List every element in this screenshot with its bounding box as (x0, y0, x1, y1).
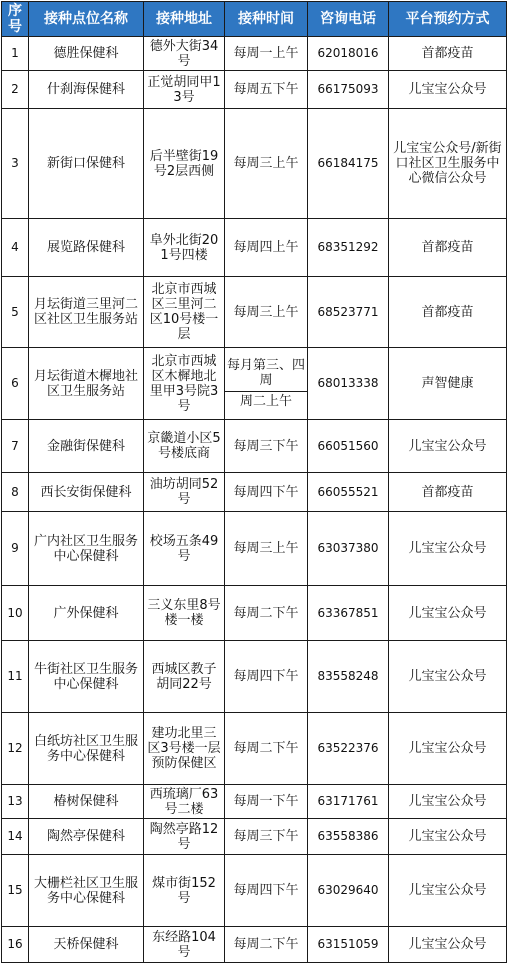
row-time: 每周三下午 (225, 819, 308, 855)
row-name: 金融街保健科 (29, 420, 144, 473)
row-phone: 66055521 (308, 473, 389, 512)
row-phone: 66184175 (308, 109, 389, 219)
row-platform: 首都疫苗 (389, 473, 507, 512)
row-seq: 5 (2, 277, 29, 348)
row-seq: 14 (2, 819, 29, 855)
row-phone: 63558386 (308, 819, 389, 855)
row-time: 每周四下午 (225, 641, 308, 713)
header-time: 接种时间 (225, 2, 308, 37)
row-time: 每周一上午 (225, 37, 308, 71)
row-seq: 15 (2, 855, 29, 927)
row-name: 展览路保健科 (29, 219, 144, 277)
row-platform: 儿宝宝公众号 (389, 855, 507, 927)
row-address: 后半壁街19号2层西侧 (144, 109, 225, 219)
row-time: 每周三上午 (225, 512, 308, 586)
row-name: 西长安街保健科 (29, 473, 144, 512)
row-address: 正觉胡同甲13号 (144, 71, 225, 109)
row-platform: 首都疫苗 (389, 37, 507, 71)
row-phone: 68013338 (308, 348, 389, 420)
row-platform: 儿宝宝公众号 (389, 71, 507, 109)
header-phone: 咨询电话 (308, 2, 389, 37)
table-row (2, 641, 507, 713)
row-time: 每周四下午 (225, 855, 308, 927)
row-seq: 16 (2, 927, 29, 963)
row-seq: 3 (2, 109, 29, 219)
row-platform: 儿宝宝公众号 (389, 586, 507, 641)
row-address: 三义东里8号楼一楼 (144, 586, 225, 641)
table-row (2, 785, 507, 819)
row-address: 北京市西城区木樨地北里甲3号院3号 (144, 348, 225, 420)
row-time: 每周三上午 (225, 109, 308, 219)
table-row (2, 277, 507, 348)
row-phone: 63522376 (308, 713, 389, 785)
table-row (2, 37, 507, 71)
row-platform: 儿宝宝公众号 (389, 819, 507, 855)
row-address: 德外大街34号 (144, 37, 225, 71)
row-seq: 4 (2, 219, 29, 277)
row-address: 油坊胡同52号 (144, 473, 225, 512)
row-seq: 12 (2, 713, 29, 785)
row-phone: 63029640 (308, 855, 389, 927)
row-name: 牛街社区卫生服务中心保健科 (29, 641, 144, 713)
row-phone: 66051560 (308, 420, 389, 473)
row-address: 陶然亭路12号 (144, 819, 225, 855)
row-address: 京畿道小区5号楼底商 (144, 420, 225, 473)
row-seq: 10 (2, 586, 29, 641)
row-time: 每周二下午 (225, 927, 308, 963)
row-platform: 声智健康 (389, 348, 507, 420)
row-time: 每周二下午 (225, 713, 308, 785)
row-time (225, 348, 308, 420)
table-row (2, 713, 507, 785)
row-name: 德胜保健科 (29, 37, 144, 71)
table-row (2, 927, 507, 963)
row-address: 西琉璃厂63号二楼 (144, 785, 225, 819)
row-address: 北京市西城区三里河二区10号楼一层 (144, 277, 225, 348)
row-phone: 68351292 (308, 219, 389, 277)
row-time-line1: 每月第三、四周 (227, 358, 306, 388)
row-platform: 儿宝宝公众号 (389, 785, 507, 819)
table-row (2, 71, 507, 109)
row-platform: 首都疫苗 (389, 277, 507, 348)
row-time: 每周三下午 (225, 420, 308, 473)
row-platform: 儿宝宝公众号 (389, 420, 507, 473)
row-platform: 儿宝宝公众号 (389, 713, 507, 785)
row-seq: 1 (2, 37, 29, 71)
table-row (2, 586, 507, 641)
row-name: 大栅栏社区卫生服务中心保健科 (29, 855, 144, 927)
header-name: 接种点位名称 (29, 2, 144, 37)
table-row (2, 473, 507, 512)
table-row (2, 420, 507, 473)
row-phone: 63037380 (308, 512, 389, 586)
row-platform: 儿宝宝公众号/新街口社区卫生服务中心微信公众号 (389, 109, 507, 219)
row-seq: 9 (2, 512, 29, 586)
table-row (2, 512, 507, 586)
row-phone: 63367851 (308, 586, 389, 641)
row-phone: 62018016 (308, 37, 389, 71)
row-address: 东经路104号 (144, 927, 225, 963)
table-row (2, 855, 507, 927)
row-name: 广内社区卫生服务中心保健科 (29, 512, 144, 586)
row-name: 白纸坊社区卫生服务中心保健科 (29, 713, 144, 785)
header-address: 接种地址 (144, 2, 225, 37)
row-phone: 66175093 (308, 71, 389, 109)
row-phone: 83558248 (308, 641, 389, 713)
row-platform: 儿宝宝公众号 (389, 927, 507, 963)
header-platform: 平台预约方式 (389, 2, 507, 37)
row-name: 天桥保健科 (29, 927, 144, 963)
row-address: 建功北里三区3号楼一层预防保健区 (144, 713, 225, 785)
row-time: 每周三上午 (225, 277, 308, 348)
row-phone: 63171761 (308, 785, 389, 819)
row-address: 校场五条49号 (144, 512, 225, 586)
row-platform: 儿宝宝公众号 (389, 641, 507, 713)
row-phone: 68523771 (308, 277, 389, 348)
row-seq: 13 (2, 785, 29, 819)
row-seq: 7 (2, 420, 29, 473)
row-address: 煤市街152号 (144, 855, 225, 927)
row-seq: 6 (2, 348, 29, 420)
row-time: 每周一下午 (225, 785, 308, 819)
row-name: 月坛街道木樨地社区卫生服务站 (29, 348, 144, 420)
row-time: 每周四上午 (225, 219, 308, 277)
row-name: 广外保健科 (29, 586, 144, 641)
vaccination-sites-table (1, 1, 507, 963)
row-name: 椿树保健科 (29, 785, 144, 819)
row-seq: 8 (2, 473, 29, 512)
table-header-row (2, 2, 507, 37)
row-address: 西城区教子胡同22号 (144, 641, 225, 713)
row-name: 什刹海保健科 (29, 71, 144, 109)
row-time: 每周五下午 (225, 71, 308, 109)
row-name: 陶然亭保健科 (29, 819, 144, 855)
header-seq: 序号 (2, 2, 29, 37)
row-time: 每周四下午 (225, 473, 308, 512)
row-seq: 11 (2, 641, 29, 713)
table-row (2, 348, 507, 420)
table-row (2, 219, 507, 277)
row-phone: 63151059 (308, 927, 389, 963)
row-seq: 2 (2, 71, 29, 109)
row-platform: 首都疫苗 (389, 219, 507, 277)
row-time: 每周二下午 (225, 586, 308, 641)
table-row (2, 819, 507, 855)
row-name: 新街口保健科 (29, 109, 144, 219)
row-time-line2: 周二上午 (225, 391, 307, 409)
table-row (2, 109, 507, 219)
row-platform: 儿宝宝公众号 (389, 512, 507, 586)
row-address: 阜外北街201号四楼 (144, 219, 225, 277)
row-name: 月坛街道三里河二区社区卫生服务站 (29, 277, 144, 348)
